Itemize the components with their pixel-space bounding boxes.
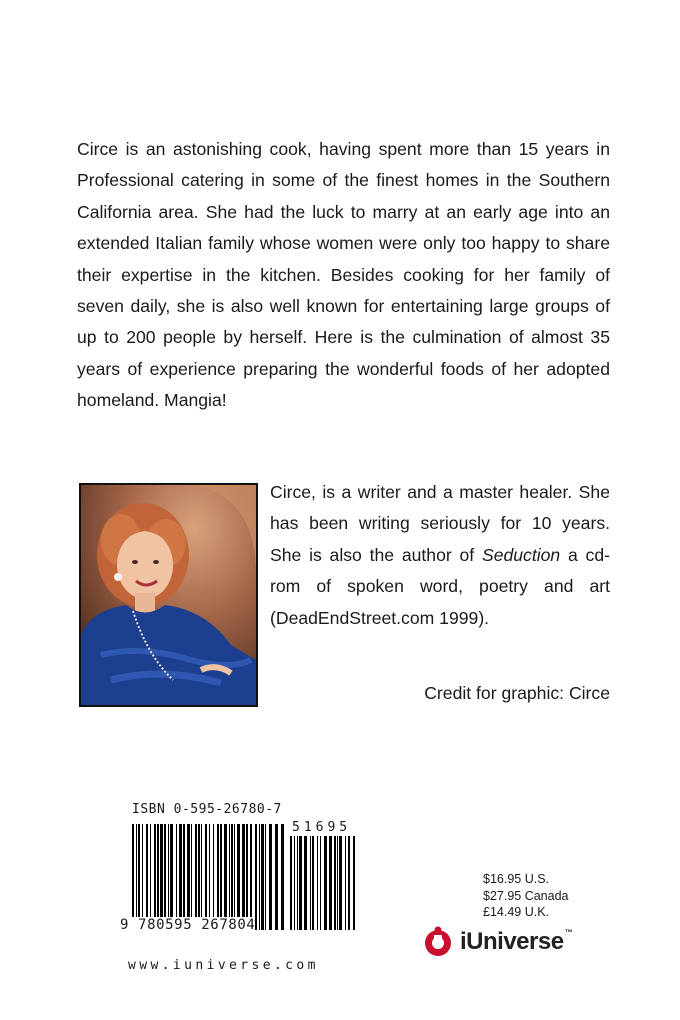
barcode-bar [150,824,151,930]
price-canada: $27.95 Canada [483,888,569,903]
photo-credit: Credit for graphic: Circe [424,683,610,703]
price-list [483,871,569,921]
barcode-bar [160,824,163,930]
price-addon-digits: 51695 [292,820,352,835]
barcode-bar [201,824,202,930]
barcode-bar [261,824,264,930]
barcode-bar [348,836,350,930]
barcode-bar [310,836,311,930]
barcode-bar [269,824,272,930]
ean-barcode-bars [132,824,284,930]
barcode-bar [329,836,332,930]
author-bio-text-1: Circe, is a writer and a master healer. She has been writing seriously for 10 years. She is also the author of [270,482,610,565]
barcode-bar [320,836,321,930]
barcode-bar [224,824,227,930]
publisher-name: iUniverse [460,928,564,955]
barcode-bar [297,836,298,930]
barcode-bar [246,824,248,930]
barcode-bar [187,824,190,930]
book-title-seduction: Seduction [481,544,561,565]
barcode-bar [168,824,169,930]
barcode-bar [217,824,219,930]
barcode-bar [317,836,318,930]
barcode-bar [132,824,134,930]
barcode-bar [275,824,278,930]
barcode-bar [234,824,235,930]
author-portrait-graphic [81,485,256,705]
barcode-bar [250,824,252,930]
barcode-bar [337,836,338,930]
author-bio-text-2: a cd-rom of spoken word, poetry and art (DeadEndStreet.com 1999). [270,544,610,628]
barcode-bar [242,824,245,930]
trademark-symbol: ™ [564,928,573,937]
barcode-bar [213,824,214,930]
iuniverse-logo [422,924,572,960]
ean-digits: 9 780595 267804 [120,917,256,933]
barcode-bar [209,824,210,930]
barcode-bar [299,836,302,930]
barcode-bar [205,824,207,930]
barcode-bar [170,824,173,930]
barcode-bar [179,824,182,930]
isbn-label: ISBN 0-595-26780-7 [132,802,282,817]
barcode-bar [294,836,295,930]
barcode-bar [265,824,266,930]
barcode-bar [146,824,148,930]
barcode-bar [259,824,260,930]
barcode-bar [312,836,314,930]
barcode-bar [136,824,137,930]
barcode-bar [176,824,177,930]
back-cover-blurb: Circe is an astonishing cook, having spent more than 15 years in Professional catering in some of the finest homes in the Southern California area. She had the luck to marry at an early age into an extended Italian family whose women were only too happy to share their expertise in the kitchen. Besides cooking for her family of seven daily, she is also well known for entertaining large groups of up to 200 people by herself. Here is the culmination of almost 35 years of experience preparing the wonderful foods of her adopted homeland. Mangia! [77,139,610,411]
barcode-bar [324,836,327,930]
publisher-website: www.iuniverse.com [128,958,319,973]
barcode-bar [353,836,355,930]
addon-barcode-bars [290,836,356,930]
barcode-bar [138,824,140,930]
barcode-bar [229,824,230,930]
barcode-bar [237,824,240,930]
barcode-bar [334,836,336,930]
isbn-barcode [120,802,365,937]
barcode-bar [339,836,342,930]
iuniverse-logo-text [460,928,572,956]
barcode-bar [290,836,292,930]
barcode-bar [157,824,159,930]
price-uk: £14.49 U.K. [483,905,550,919]
barcode-bar [198,824,200,930]
barcode-bar [142,824,143,930]
barcode-bar [183,824,185,930]
barcode-bar [304,836,307,930]
barcode-bar [191,824,192,930]
iuniverse-logo-icon [422,926,454,958]
barcode-bar [195,824,197,930]
barcode-bar [154,824,156,930]
barcode-bar [220,824,222,930]
author-bio [270,477,610,634]
barcode-bar [164,824,166,930]
price-us: $16.95 U.S. [483,872,550,886]
author-photo [79,483,258,707]
barcode-bar [255,824,257,930]
barcode-bar [281,824,284,930]
barcode-bar [345,836,346,930]
barcode-bar [231,824,233,930]
